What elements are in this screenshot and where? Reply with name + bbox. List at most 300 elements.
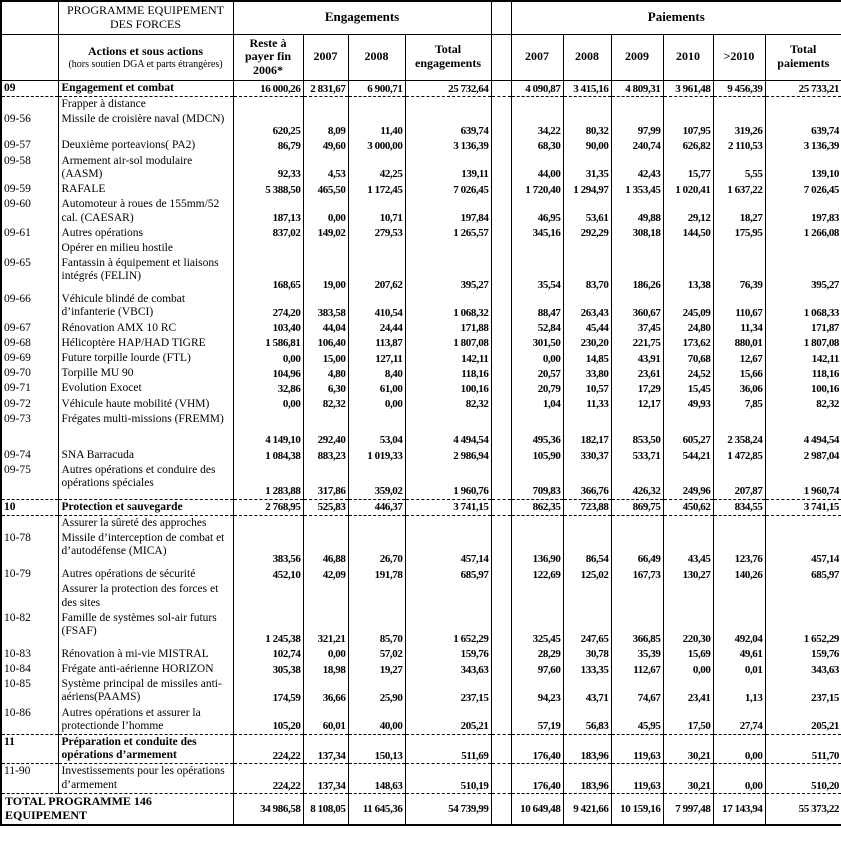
paiement-value: 140,26	[713, 567, 765, 582]
data-row	[1, 366, 841, 381]
paiement-value: 183,96	[563, 735, 611, 764]
row-code: 11	[1, 735, 58, 764]
paiement-value: 49,88	[611, 197, 663, 225]
paiement-value: 1 652,29	[765, 611, 841, 647]
paiement-value: 182,17	[563, 412, 611, 448]
spacer-cell	[491, 80, 511, 96]
spacer-cell	[491, 256, 511, 292]
row-code: 09-59	[1, 182, 58, 197]
row-code: 10-85	[1, 677, 58, 705]
engagement-value: 54 739,99	[405, 794, 491, 825]
spacer-header-cell	[491, 1, 511, 34]
engagement-value: 3 000,00	[348, 138, 405, 153]
engagement-value: 1 960,76	[405, 463, 491, 499]
engagement-value: 103,40	[233, 321, 303, 336]
row-label: Frégates multi-missions (FREMM)	[58, 412, 233, 448]
row-code: 10-78	[1, 531, 58, 567]
engagement-value: 1 807,08	[405, 336, 491, 351]
code-column-header	[1, 34, 58, 80]
paiement-value: 3 961,48	[663, 80, 713, 96]
engagement-value: 25 732,64	[405, 80, 491, 96]
paiement-value: 66,49	[611, 531, 663, 567]
row-label: Engagement et combat	[58, 80, 233, 96]
engagement-value: 1 068,32	[405, 292, 491, 320]
spacer-cell	[491, 412, 511, 448]
engagement-value	[303, 241, 348, 256]
col-header-pai-2008: 2008	[563, 34, 611, 80]
engagement-value: 104,96	[233, 366, 303, 381]
paiement-value: 1 294,97	[563, 182, 611, 197]
row-label: Rénovation AMX 10 RC	[58, 321, 233, 336]
engagement-value: 15,00	[303, 351, 348, 366]
engagement-value: 100,16	[405, 381, 491, 396]
engagement-value: 207,62	[348, 256, 405, 292]
col-header-eng-2007: 2007	[303, 34, 348, 80]
paiement-value: 230,20	[563, 336, 611, 351]
engagement-value: 321,21	[303, 611, 348, 647]
engagement-value: 82,32	[405, 397, 491, 412]
paiement-value: 495,36	[511, 412, 563, 448]
paiement-value: 249,96	[663, 463, 713, 499]
paiement-value: 33,80	[563, 366, 611, 381]
paiement-value: 30,78	[563, 647, 611, 662]
row-label: Véhicule haute mobilité (VHM)	[58, 397, 233, 412]
engagement-value: 40,00	[348, 706, 405, 735]
engagement-value: 102,74	[233, 647, 303, 662]
row-label: Famille de systèmes sol-air futurs (FSAF)	[58, 611, 233, 647]
row-label: Missile d’interception de combat et d’autodéfense (MICA)	[58, 531, 233, 567]
engagement-value: 0,00	[303, 197, 348, 225]
row-label: Autres opérations et assurer la protectionde l’homme	[58, 706, 233, 735]
col-header-pai-2009: 2009	[611, 34, 663, 80]
engagement-value: 305,38	[233, 662, 303, 677]
data-row	[1, 448, 841, 463]
paiement-value: 7 997,48	[663, 794, 713, 825]
row-label: RAFALE	[58, 182, 233, 197]
spacer-cell	[491, 448, 511, 463]
paiement-value: 14,85	[563, 351, 611, 366]
paiement-value	[663, 515, 713, 531]
row-code: 09-69	[1, 351, 58, 366]
paiement-value: 24,52	[663, 366, 713, 381]
engagement-value: 105,20	[233, 706, 303, 735]
spacer-cell	[491, 463, 511, 499]
paiement-value: 20,79	[511, 381, 563, 396]
paiement-value: 240,74	[611, 138, 663, 153]
engagement-value	[303, 515, 348, 531]
paiement-value: 133,35	[563, 662, 611, 677]
paiement-value: 35,54	[511, 256, 563, 292]
engagements-group-header: Engagements	[233, 1, 491, 34]
paiement-value: 118,16	[765, 366, 841, 381]
paiement-value: 176,40	[511, 764, 563, 794]
data-row	[1, 647, 841, 662]
col-header-total-paiements: Total paiements	[765, 34, 841, 80]
spacer-cell	[491, 292, 511, 320]
row-code	[1, 241, 58, 256]
program-title: PROGRAMME EQUIPEMENT DES FORCES	[58, 1, 233, 34]
row-code: 09-68	[1, 336, 58, 351]
row-code: 10-82	[1, 611, 58, 647]
paiement-value	[663, 97, 713, 113]
engagement-value: 224,22	[233, 735, 303, 764]
engagement-value: 10,71	[348, 197, 405, 225]
paiement-value: 308,18	[611, 226, 663, 241]
row-code: 09-57	[1, 138, 58, 153]
engagement-value: 191,78	[348, 567, 405, 582]
row-code: 09-60	[1, 197, 58, 225]
paiement-value: 36,06	[713, 381, 765, 396]
data-row	[1, 197, 841, 225]
engagement-value	[303, 582, 348, 610]
paiement-value: 68,30	[511, 138, 563, 153]
row-code: 09	[1, 80, 58, 96]
paiement-value: 1 637,22	[713, 182, 765, 197]
paiement-value: 34,22	[511, 112, 563, 138]
engagement-value: 8 108,05	[303, 794, 348, 825]
paiement-value: 15,66	[713, 366, 765, 381]
paiement-value: 13,38	[663, 256, 713, 292]
data-row	[1, 677, 841, 705]
spacer-cell	[491, 241, 511, 256]
paiement-value: 492,04	[713, 611, 765, 647]
paiement-value: 605,27	[663, 412, 713, 448]
subsection-header-row	[1, 241, 841, 256]
row-code: 09-74	[1, 448, 58, 463]
row-code: 09-75	[1, 463, 58, 499]
paiement-value: 12,67	[713, 351, 765, 366]
paiement-value: 207,87	[713, 463, 765, 499]
paiement-value: 53,61	[563, 197, 611, 225]
paiement-value	[713, 515, 765, 531]
total-row	[1, 794, 841, 825]
paiement-value: 183,96	[563, 764, 611, 794]
paiement-value: 220,30	[663, 611, 713, 647]
engagement-value	[233, 515, 303, 531]
row-code: 10-86	[1, 706, 58, 735]
paiement-value: 94,23	[511, 677, 563, 705]
row-label: Rénovation à mi-vie MISTRAL	[58, 647, 233, 662]
paiement-value: 97,99	[611, 112, 663, 138]
paiement-value	[765, 582, 841, 610]
paiement-value: 112,67	[611, 662, 663, 677]
paiement-value: 9 421,66	[563, 794, 611, 825]
paiement-value: 366,76	[563, 463, 611, 499]
engagement-value: 44,04	[303, 321, 348, 336]
data-row	[1, 336, 841, 351]
engagement-value: 113,87	[348, 336, 405, 351]
paiement-value: 167,73	[611, 567, 663, 582]
paiement-value: 1 020,41	[663, 182, 713, 197]
paiement-value: 626,82	[663, 138, 713, 153]
engagement-value: 42,25	[348, 154, 405, 182]
row-label: Autres opérations	[58, 226, 233, 241]
paiement-value	[663, 582, 713, 610]
engagement-value: 171,88	[405, 321, 491, 336]
engagement-value: 8,40	[348, 366, 405, 381]
paiement-value: 2 110,53	[713, 138, 765, 153]
engagement-value: 3 741,15	[405, 499, 491, 515]
paiement-value: 457,14	[765, 531, 841, 567]
paiement-value: 4 494,54	[765, 412, 841, 448]
engagement-value: 61,00	[348, 381, 405, 396]
paiement-value: 97,60	[511, 662, 563, 677]
data-row	[1, 112, 841, 138]
spacer-cell	[491, 112, 511, 138]
row-label: SNA Barracuda	[58, 448, 233, 463]
data-row	[1, 138, 841, 153]
paiement-value: 0,00	[511, 351, 563, 366]
paiement-value: 76,39	[713, 256, 765, 292]
engagement-value: 82,32	[303, 397, 348, 412]
paiement-value	[713, 582, 765, 610]
spacer-cell	[491, 794, 511, 825]
engagement-value: 883,23	[303, 448, 348, 463]
engagement-value: 34 986,58	[233, 794, 303, 825]
engagement-value: 3 136,39	[405, 138, 491, 153]
paiement-value: 17,50	[663, 706, 713, 735]
row-code: 09-72	[1, 397, 58, 412]
engagement-value: 5 388,50	[233, 182, 303, 197]
spacer-cell	[491, 397, 511, 412]
corner-cell	[1, 1, 58, 34]
data-row	[1, 463, 841, 499]
paiement-value: 28,29	[511, 647, 563, 662]
engagement-value: 279,53	[348, 226, 405, 241]
paiement-value: 25 733,21	[765, 80, 841, 96]
paiement-value: 42,43	[611, 154, 663, 182]
paiement-value: 107,95	[663, 112, 713, 138]
paiement-value	[563, 241, 611, 256]
paiement-value	[511, 97, 563, 113]
engagement-value: 11,40	[348, 112, 405, 138]
spacer-cell	[491, 764, 511, 794]
engagement-value: 19,00	[303, 256, 348, 292]
col-header-eng-2008: 2008	[348, 34, 405, 80]
paiement-value: 24,80	[663, 321, 713, 336]
paiement-value: 18,27	[713, 197, 765, 225]
data-row	[1, 256, 841, 292]
col-header-pai-2007: 2007	[511, 34, 563, 80]
paiement-value: 45,95	[611, 706, 663, 735]
subsection-header-row	[1, 582, 841, 610]
spacer-cell	[491, 197, 511, 225]
engagement-value: 4,53	[303, 154, 348, 182]
engagement-value: 4,80	[303, 366, 348, 381]
row-label: Future torpille lourde (FTL)	[58, 351, 233, 366]
paiement-value: 3 415,16	[563, 80, 611, 96]
engagement-value	[405, 97, 491, 113]
paiement-value: 395,27	[765, 256, 841, 292]
engagement-value: 26,70	[348, 531, 405, 567]
actions-column-header	[58, 34, 233, 80]
engagement-value: 452,10	[233, 567, 303, 582]
engagement-value: 86,79	[233, 138, 303, 153]
paiement-value: 263,43	[563, 292, 611, 320]
engagement-value: 149,02	[303, 226, 348, 241]
paiement-value: 15,69	[663, 647, 713, 662]
paiement-value: 74,67	[611, 677, 663, 705]
paiement-value: 142,11	[765, 351, 841, 366]
engagement-value: 36,66	[303, 677, 348, 705]
engagement-value: 1 019,33	[348, 448, 405, 463]
engagement-value: 395,27	[405, 256, 491, 292]
spacer-cell	[491, 351, 511, 366]
engagement-value: 237,15	[405, 677, 491, 705]
paiement-value: 86,54	[563, 531, 611, 567]
paiement-value: 30,21	[663, 735, 713, 764]
spacer-cell	[491, 611, 511, 647]
row-label: Frégate anti-aérienne HORIZON	[58, 662, 233, 677]
spacer-cell	[491, 138, 511, 153]
engagement-value: 1 586,81	[233, 336, 303, 351]
engagement-value: 19,27	[348, 662, 405, 677]
col-header-pai-2010: 2010	[663, 34, 713, 80]
data-row	[1, 381, 841, 396]
engagement-value: 174,59	[233, 677, 303, 705]
paiement-value: 1,13	[713, 677, 765, 705]
paiement-value: 186,26	[611, 256, 663, 292]
engagement-value: 18,98	[303, 662, 348, 677]
paiement-value: 426,32	[611, 463, 663, 499]
row-code: 09-61	[1, 226, 58, 241]
paiement-value	[611, 241, 663, 256]
engagement-value	[303, 97, 348, 113]
paiement-value: 4 090,87	[511, 80, 563, 96]
engagement-value: 0,00	[233, 351, 303, 366]
section-row	[1, 499, 841, 515]
paiement-value: 7,85	[713, 397, 765, 412]
paiement-value: 510,20	[765, 764, 841, 794]
spacer-header-cell	[491, 34, 511, 80]
actions-title: Actions et sous actions	[87, 43, 203, 58]
engagement-value: 25,90	[348, 677, 405, 705]
engagement-value: 7 026,45	[405, 182, 491, 197]
spacer-cell	[491, 499, 511, 515]
paiement-value: 23,41	[663, 677, 713, 705]
column-header-row	[1, 34, 841, 80]
paiement-value: 3 136,39	[765, 138, 841, 153]
paiement-value: 80,32	[563, 112, 611, 138]
spacer-cell	[491, 647, 511, 662]
data-row	[1, 567, 841, 582]
engagement-value: 46,88	[303, 531, 348, 567]
row-label: Evolution Exocet	[58, 381, 233, 396]
paiement-value: 119,63	[611, 735, 663, 764]
engagement-value	[405, 582, 491, 610]
engagement-value: 142,11	[405, 351, 491, 366]
paiement-value: 1 807,08	[765, 336, 841, 351]
row-label: Préparation et conduite des opérations d’armement	[58, 735, 233, 764]
engagement-value: 511,69	[405, 735, 491, 764]
engagement-value: 148,63	[348, 764, 405, 794]
engagement-value	[348, 582, 405, 610]
paiement-value: 44,00	[511, 154, 563, 182]
spacer-cell	[491, 381, 511, 396]
paiement-value: 52,84	[511, 321, 563, 336]
data-row	[1, 412, 841, 448]
paiement-value	[765, 241, 841, 256]
spacer-cell	[491, 662, 511, 677]
spacer-cell	[491, 226, 511, 241]
paiement-value: 709,83	[511, 463, 563, 499]
paiement-value: 1 353,45	[611, 182, 663, 197]
col-header-total-engagements: Total engagements	[405, 34, 491, 80]
engagement-value: 139,11	[405, 154, 491, 182]
paiement-value: 49,93	[663, 397, 713, 412]
engagement-value: 137,34	[303, 764, 348, 794]
paiement-value: 173,62	[663, 336, 713, 351]
paiement-value: 5,55	[713, 154, 765, 182]
engagement-value	[233, 97, 303, 113]
engagement-value: 106,40	[303, 336, 348, 351]
row-code: 09-58	[1, 154, 58, 182]
paiement-value: 15,77	[663, 154, 713, 182]
spacer-cell	[491, 735, 511, 764]
paiement-value: 834,55	[713, 499, 765, 515]
paiement-value: 10 649,48	[511, 794, 563, 825]
paiement-value	[611, 582, 663, 610]
paiement-value: 862,35	[511, 499, 563, 515]
paiement-value: 136,90	[511, 531, 563, 567]
engagement-value: 1 652,29	[405, 611, 491, 647]
engagement-value: 525,83	[303, 499, 348, 515]
paiement-value: 110,67	[713, 292, 765, 320]
row-label: Autres opérations et conduire des opérations spéciales	[58, 463, 233, 499]
paiement-value: 46,95	[511, 197, 563, 225]
paiement-value: 31,35	[563, 154, 611, 182]
paiement-value: 43,91	[611, 351, 663, 366]
paiement-value: 30,21	[663, 764, 713, 794]
paiement-value: 175,95	[713, 226, 765, 241]
paiement-value: 122,69	[511, 567, 563, 582]
paiement-value: 27,74	[713, 706, 765, 735]
paiement-value: 88,47	[511, 292, 563, 320]
col-header-pai-after-2010: >2010	[713, 34, 765, 80]
engagement-value	[348, 97, 405, 113]
engagement-value: 343,63	[405, 662, 491, 677]
paiement-value: 45,44	[563, 321, 611, 336]
table-header	[1, 1, 841, 80]
paiement-value: 205,21	[765, 706, 841, 735]
paiement-value: 639,74	[765, 112, 841, 138]
engagement-value: 118,16	[405, 366, 491, 381]
paiement-value: 853,50	[611, 412, 663, 448]
section-row	[1, 735, 841, 764]
engagement-value: 0,00	[348, 397, 405, 412]
paiement-value: 55 373,22	[765, 794, 841, 825]
data-row	[1, 706, 841, 735]
paiement-value: 533,71	[611, 448, 663, 463]
paiement-value: 10,57	[563, 381, 611, 396]
engagement-value: 383,58	[303, 292, 348, 320]
engagement-value	[405, 515, 491, 531]
actions-note: (hors soutien DGA et parts étrangères)	[68, 58, 223, 70]
row-code: 10-79	[1, 567, 58, 582]
paiement-value: 292,29	[563, 226, 611, 241]
engagement-value: 127,11	[348, 351, 405, 366]
engagement-value: 150,13	[348, 735, 405, 764]
spacer-cell	[491, 182, 511, 197]
data-row	[1, 611, 841, 647]
paiement-value: 56,83	[563, 706, 611, 735]
paiement-value	[765, 515, 841, 531]
row-label: Automoteur à roues de 155mm/52 cal. (CAESAR)	[58, 197, 233, 225]
paiement-value: 159,76	[765, 647, 841, 662]
engagement-value: 85,70	[348, 611, 405, 647]
paiement-value: 723,88	[563, 499, 611, 515]
engagement-value: 2 831,67	[303, 80, 348, 96]
